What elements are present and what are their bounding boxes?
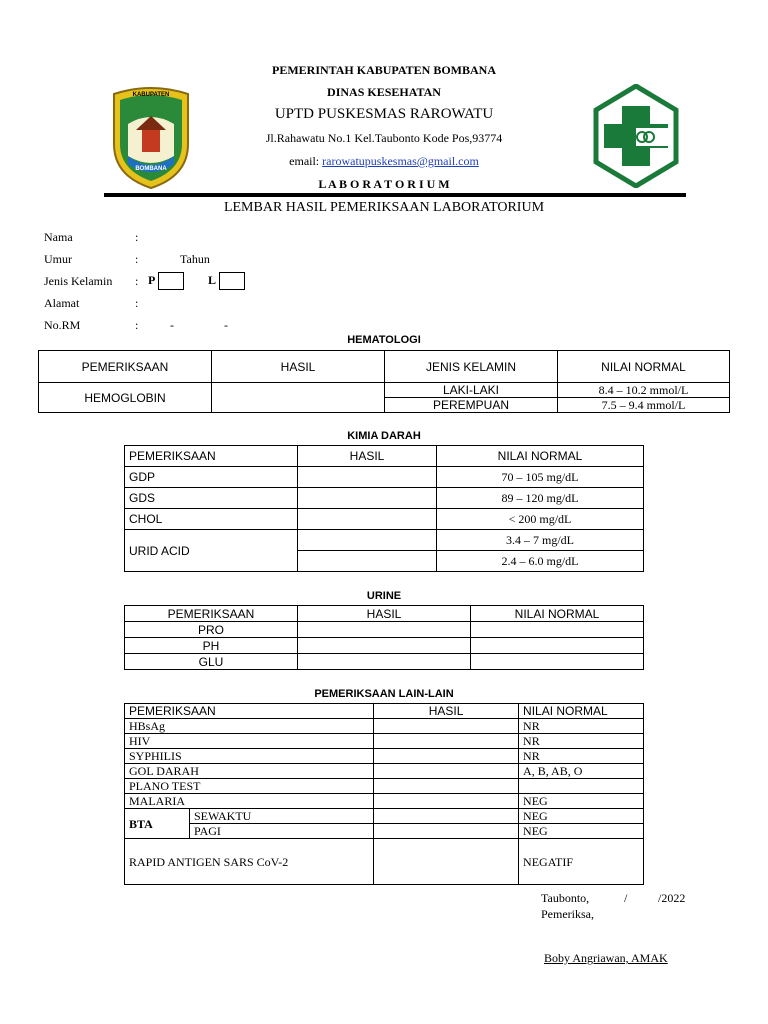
hema-result[interactable]: [212, 383, 385, 413]
lain-row-result[interactable]: [374, 764, 519, 779]
lain-row-test: HIV: [125, 734, 374, 749]
urine-row-result[interactable]: [298, 622, 471, 638]
kimia-row-test: CHOL: [125, 509, 298, 530]
gender-p: [148, 272, 184, 290]
lain-rapid: RAPID ANTIGEN SARS CoV-2: [125, 839, 374, 885]
lain-rapid-normal: NEGATIF: [519, 839, 644, 885]
lain-title: PEMERIKSAAN LAIN-LAIN: [314, 688, 454, 700]
lain-header-pemeriksaan: PEMERIKSAAN: [125, 704, 374, 719]
lain-row-result[interactable]: [374, 734, 519, 749]
header-line1: PEMERINTAH KABUPATEN BOMBANA: [271, 63, 496, 77]
kimia-row-result[interactable]: [298, 488, 437, 509]
label-nama: Nama: [44, 230, 73, 244]
lain-rapid-result[interactable]: [374, 839, 519, 885]
puskesmas-logo: [592, 84, 680, 188]
gender-l: [208, 272, 245, 290]
kimia-header-hasil: HASIL: [298, 446, 437, 467]
kimia-title: KIMIA DARAH: [347, 430, 421, 442]
hematologi-title: HEMATOLOGI: [347, 334, 421, 346]
kimia-row-result[interactable]: [298, 509, 437, 530]
kimia-table: [124, 445, 644, 572]
footer-slash: /: [624, 891, 628, 905]
label-jenis-kelamin: Jenis Kelamin: [44, 274, 113, 288]
urine-row-normal: [471, 622, 644, 638]
lain-row-result[interactable]: [374, 749, 519, 764]
lain-row-test: GOL DARAH: [125, 764, 374, 779]
lain-pagi-result[interactable]: [374, 824, 519, 839]
urine-row-result[interactable]: [298, 654, 471, 670]
hema-female: PEREMPUAN: [385, 398, 558, 413]
hema-male: LAKI-LAKI: [385, 383, 558, 398]
lain-row-normal: [519, 779, 644, 794]
kimia-row-normal: 89 – 120 mg/dL: [437, 488, 644, 509]
header-line3: UPTD PUSKESMAS RAROWATU: [274, 106, 494, 122]
colon-alamat: :: [135, 296, 139, 310]
lain-row-test: MALARIA: [125, 794, 374, 809]
lain-sewaktu: SEWAKTU: [190, 809, 374, 824]
colon-umur: :: [135, 252, 139, 266]
urine-title: URINE: [366, 590, 402, 602]
lain-table: [124, 703, 644, 885]
lain-sewaktu-result[interactable]: [374, 809, 519, 824]
hema-header-jk: JENIS KELAMIN: [385, 351, 558, 383]
hema-male-normal: 8.4 – 10.2 mmol/L: [558, 383, 730, 398]
urine-header-pemeriksaan: PEMERIKSAAN: [125, 606, 298, 622]
lain-row-result[interactable]: [374, 794, 519, 809]
lain-pagi-normal: NEG: [519, 824, 644, 839]
urine-row-test: PH: [125, 638, 298, 654]
lain-row-test: SYPHILIS: [125, 749, 374, 764]
lain-row-normal: NEG: [519, 794, 644, 809]
lain-header-hasil: HASIL: [374, 704, 519, 719]
urine-row-normal: [471, 638, 644, 654]
hema-female-normal: 7.5 – 9.4 mmol/L: [558, 398, 730, 413]
urine-table: [124, 605, 644, 670]
bombana-logo: [108, 84, 194, 190]
kimia-row-normal: < 200 mg/dL: [437, 509, 644, 530]
logo-bottom-text: BOMBANA: [135, 166, 167, 172]
footer-place: Taubonto,: [541, 891, 590, 905]
gender-l-label: L: [208, 272, 217, 287]
norm-dash-2: -: [224, 318, 228, 332]
label-tahun: Tahun: [180, 252, 210, 266]
kimia-row-test: GDS: [125, 488, 298, 509]
header-email-row: [184, 154, 584, 169]
lain-pagi: PAGI: [190, 824, 374, 839]
hematologi-table: [38, 350, 730, 413]
footer-signature-name: Boby Angriawan, AMAK: [544, 951, 668, 965]
norm-dash-1: -: [170, 318, 174, 332]
lain-header-normal: NILAI NORMAL: [519, 704, 644, 719]
lain-row-test: HBsAg: [125, 719, 374, 734]
colon-norm: :: [135, 318, 139, 332]
gender-p-checkbox[interactable]: [158, 272, 184, 290]
urine-row-test: PRO: [125, 622, 298, 638]
kimia-urid-normal-1: 3.4 – 7 mg/dL: [437, 530, 644, 551]
hema-test: HEMOGLOBIN: [39, 383, 212, 413]
urine-header-normal: NILAI NORMAL: [471, 606, 644, 622]
urine-row-result[interactable]: [298, 638, 471, 654]
colon-jk: :: [135, 274, 139, 288]
kimia-urid-test: URID ACID: [125, 530, 298, 572]
label-umur: Umur: [44, 252, 72, 266]
header-address: Jl.Rahawatu No.1 Kel.Taubonto Kode Pos,93774: [265, 131, 503, 145]
header-line2: DINAS KESEHATAN: [327, 85, 441, 99]
lab-title: L A B O R A T O R I U M: [318, 177, 450, 191]
lain-row-result[interactable]: [374, 779, 519, 794]
hema-header-pemeriksaan: PEMERIKSAAN: [39, 351, 212, 383]
kimia-header-pemeriksaan: PEMERIKSAAN: [125, 446, 298, 467]
kimia-urid-result-2[interactable]: [298, 551, 437, 572]
lain-row-test: PLANO TEST: [125, 779, 374, 794]
urine-row-test: GLU: [125, 654, 298, 670]
kimia-row-normal: 70 – 105 mg/dL: [437, 467, 644, 488]
label-norm: No.RM: [44, 318, 81, 332]
header-rule: [104, 193, 686, 197]
colon-nama: :: [135, 230, 139, 244]
kimia-row-result[interactable]: [298, 467, 437, 488]
kimia-row-test: GDP: [125, 467, 298, 488]
lain-sewaktu-normal: NEG: [519, 809, 644, 824]
kimia-urid-result-1[interactable]: [298, 530, 437, 551]
kimia-urid-normal-2: 2.4 – 6.0 mg/dL: [437, 551, 644, 572]
gender-l-checkbox[interactable]: [219, 272, 245, 290]
lain-bta: BTA: [125, 809, 190, 839]
logo-top-text: KABUPATEN: [132, 92, 170, 98]
urine-row-normal: [471, 654, 644, 670]
lain-row-normal: A, B, AB, O: [519, 764, 644, 779]
label-alamat: Alamat: [44, 296, 80, 310]
hema-header-normal: NILAI NORMAL: [558, 351, 730, 383]
email-label: email:: [289, 154, 323, 168]
page-title: LEMBAR HASIL PEMERIKSAAN LABORATORIUM: [223, 200, 545, 215]
email-link[interactable]: rarowatupuskesmas@gmail.com: [322, 154, 479, 168]
kimia-header-normal: NILAI NORMAL: [437, 446, 644, 467]
lain-row-normal: NR: [519, 734, 644, 749]
gender-p-label: P: [148, 272, 156, 287]
lain-row-result[interactable]: [374, 719, 519, 734]
urine-header-hasil: HASIL: [298, 606, 471, 622]
footer-year: /2022: [658, 891, 686, 905]
hema-header-hasil: HASIL: [212, 351, 385, 383]
lain-row-normal: NR: [519, 719, 644, 734]
lain-row-normal: NR: [519, 749, 644, 764]
footer-pemeriksa: Pemeriksa,: [541, 907, 594, 921]
